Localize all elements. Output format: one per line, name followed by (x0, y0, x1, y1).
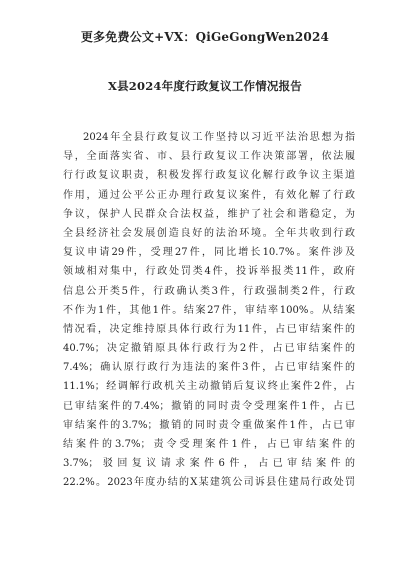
body-line: 导，全面落实省、市、县行政复议工作决策部署，依法履 (63, 151, 355, 163)
body-line: 40.7%；决定撤销原具体行政行为2件，占已审结案件的 (63, 343, 355, 355)
body-line: 全县经济社会发展创造良好的法治环境。全年共收到行政 (63, 227, 355, 239)
body-line: 3.7%；驳回复议请求案件6件，占已审结案件的 (63, 458, 355, 470)
header-watermark-text: 更多免费公文+VX：QiGeGongWen2024 (80, 30, 330, 44)
body-line: 情况看，决定维持原具体行政行为11件，占已审结案件的 (63, 323, 355, 335)
body-line: 已审结案件的7.4%；撤销的同时责令受理案件1件，占已 (63, 400, 355, 412)
body-line: 领域相对集中，行政处罚类4件，投诉举报类11件，政府 (63, 266, 355, 278)
body-line: 22.2%。2023年度办结的X某建筑公司诉县住建局行政处罚 (63, 477, 355, 489)
body-line: 不作为1件，其他1件。结案27件，审结率100%。从结案 (63, 304, 355, 316)
document-body (63, 128, 355, 493)
body-line: 作用，通过公平公正办理行政复议案件，有效化解了行政 (63, 189, 355, 201)
body-line: 11.1%；经调解行政机关主动撤销后复议终止案件2件，占 (63, 381, 355, 393)
body-line: 结案件的3.7%；责令受理案件1件，占已审结案件的 (63, 439, 355, 450)
body-line: 7.4%；确认原行政行为违法的案件3件，占已审结案件的 (63, 362, 355, 374)
body-line: 审结案件的3.7%；撤销的同时责令重做案件1件，占已审 (63, 419, 355, 431)
body-line: 行行政复议职责，积极发挥行政复议化解行政争议主渠道 (63, 170, 355, 182)
body-line: 复议申请29件，受理27件，同比增长10.7%。案件涉及 (63, 247, 355, 259)
body-line: 争议，保护人民群众合法权益，维护了社会和谐稳定，为 (63, 208, 355, 220)
document-title: X县2024年度行政复议工作情况报告 (107, 79, 303, 93)
body-line: 信息公开类5件，行政确认类3件，行政强制类2件，行政 (63, 285, 355, 297)
body-line: 2024年全县行政复议工作坚持以习近平法治思想为指 (83, 132, 355, 143)
